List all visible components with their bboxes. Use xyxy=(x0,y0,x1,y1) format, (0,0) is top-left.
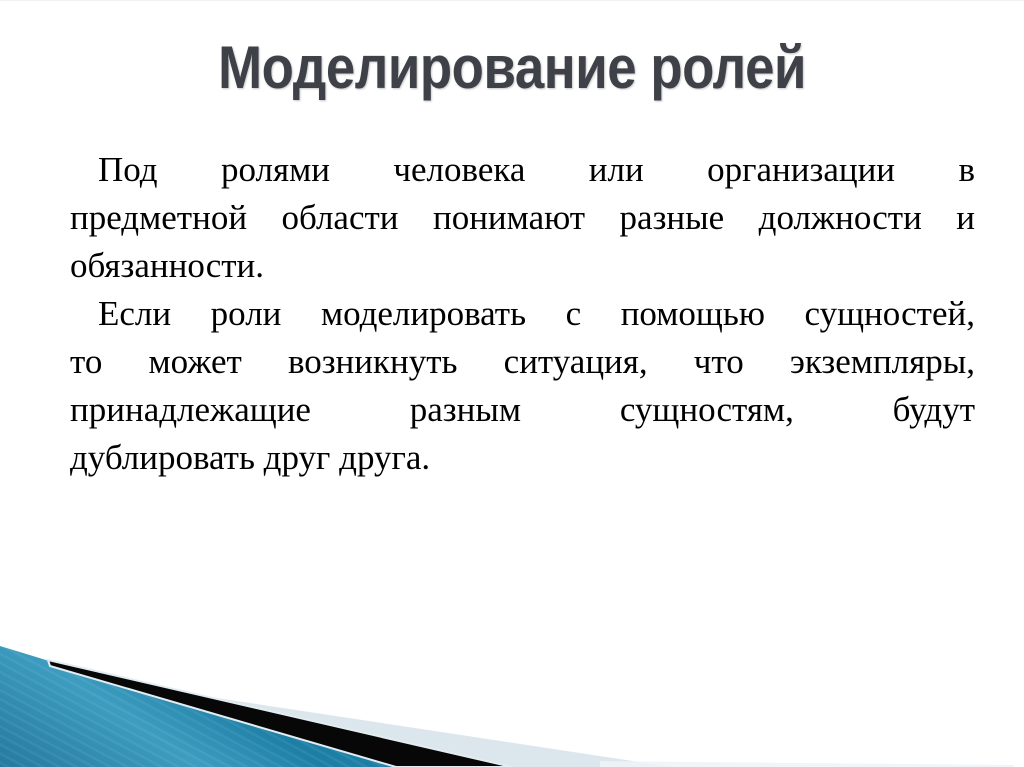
text-line: Если роли моделировать с помощью сущностей, xyxy=(98,294,975,333)
text-line: Под ролями человека или организации в xyxy=(98,150,975,189)
text-line: предметной области понимают разные должности и xyxy=(70,198,975,237)
text-line: дублировать друг друга. xyxy=(70,438,431,477)
corner-decoration xyxy=(0,627,1024,767)
teal-ribbon xyxy=(0,646,398,767)
title-block xyxy=(0,36,1024,100)
text-line: то может возникнуть ситуация, что экземпляры, xyxy=(70,342,975,381)
slide-title: Моделирование ролей xyxy=(218,34,806,101)
faint-bottom-strip xyxy=(600,761,1014,767)
pale-ribbon xyxy=(138,686,672,767)
text-line: принадлежащие разным сущностям, будут xyxy=(70,390,975,429)
body-text xyxy=(70,146,975,482)
teal-ribbon-texture xyxy=(0,646,398,767)
text-line: обязанности. xyxy=(70,246,265,285)
black-ribbon xyxy=(48,660,512,767)
